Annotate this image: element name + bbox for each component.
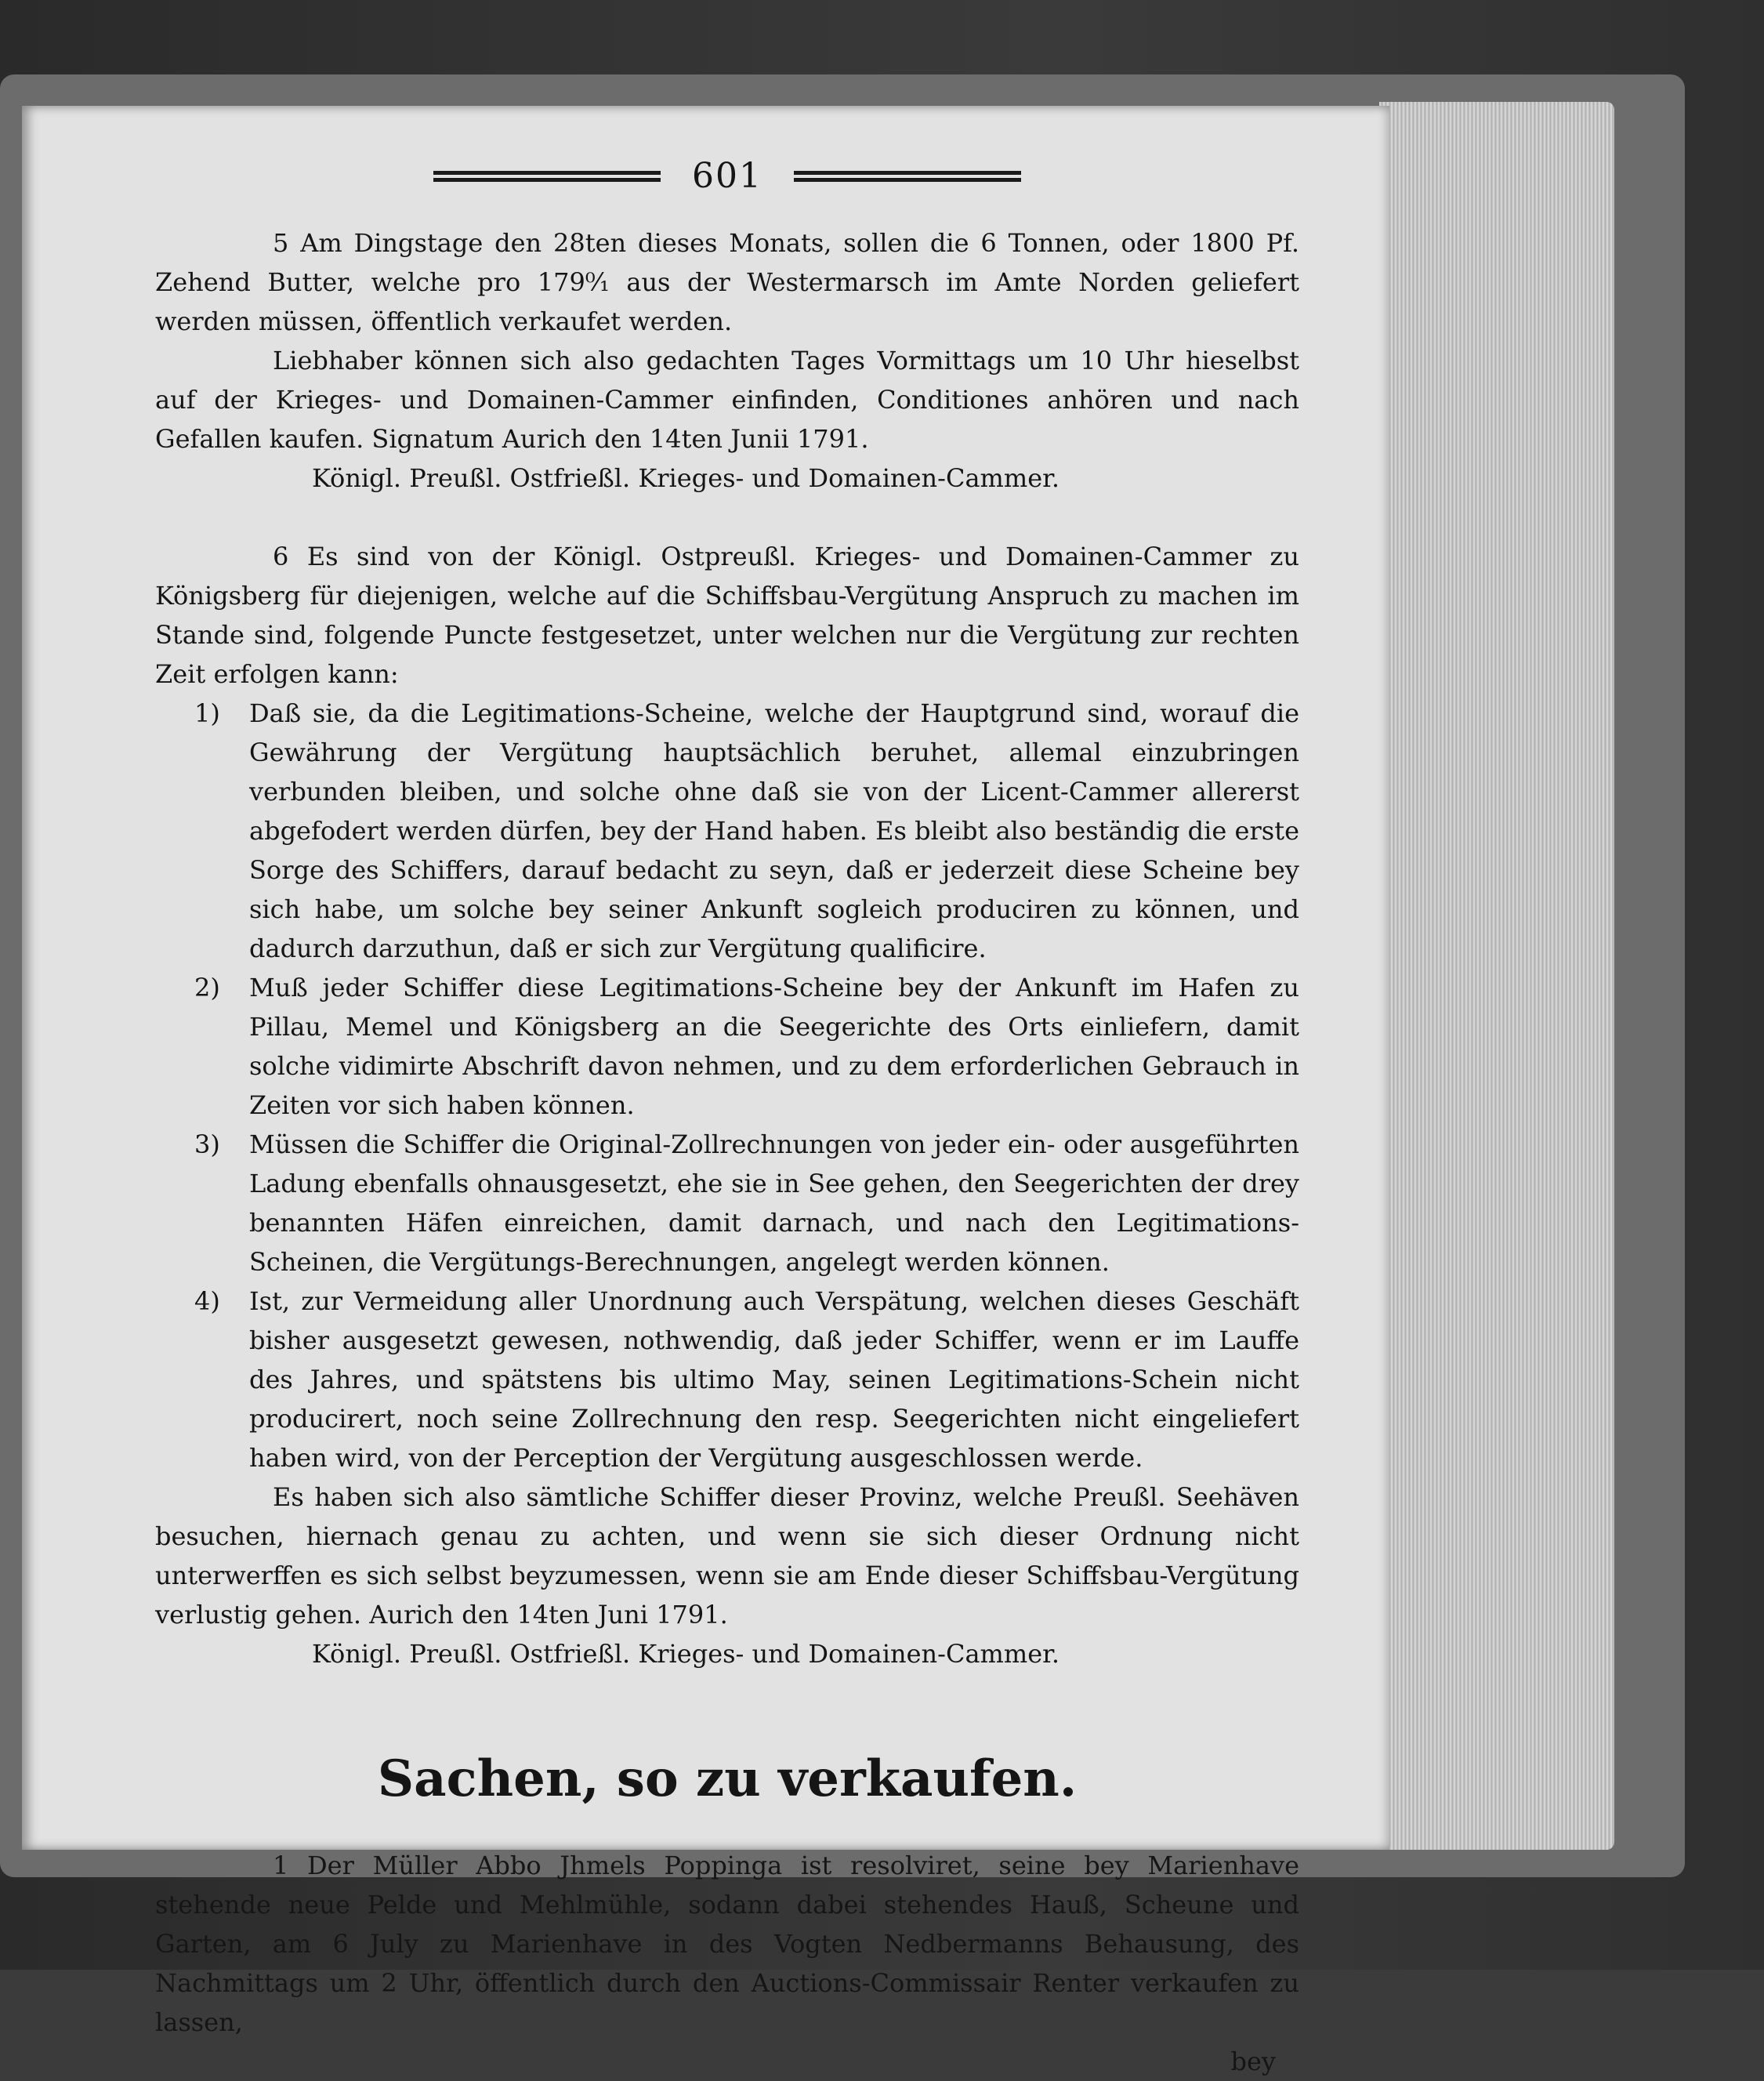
page-number: 601 <box>692 156 762 196</box>
header-rule-left <box>433 171 661 182</box>
list-item-number: 1) <box>194 698 220 728</box>
list-item-number: 4) <box>194 1286 220 1316</box>
notice-number: 6 <box>273 542 289 571</box>
list-item-text: Muß jeder Schiffer diese Legitimations-Scheine bey der Ankunft im Hafen zu Pillau, Memel und Königsberg an die Seegerichte des Orts einliefern, damit solche vidimirte Abschrift davon nehmen, und zu dem erforderlichen Gebrauch in Zeiten vor sich haben können. <box>249 973 1299 1120</box>
notice-text-2: Liebhaber können sich also gedachten Tages Vormittags um 10 Uhr hieselbst auf der Krieges- und Domainen-Cammer einfinden, Conditiones anhören und nach Gefallen kaufen. Signatum Aurich den 14ten Junii 1791. <box>155 346 1299 454</box>
list-item-number: 2) <box>194 973 220 1002</box>
notice-intro: Es sind von der Königl. Ostpreußl. Krieges- und Domainen-Cammer zu Königsberg für diejenigen, welche auf die Schiffsbau-Vergütung Anspruch zu machen im Stande sind, folgende Puncte festgesetzet, unter welchen nur die Vergütung zur rechten Zeit erfolgen kann: <box>155 542 1299 689</box>
list-item <box>194 1282 1299 1477</box>
list-item <box>194 968 1299 1125</box>
catchword: bey <box>1230 2047 1276 2076</box>
list-item <box>194 694 1299 968</box>
list-item-text: Ist, zur Vermeidung aller Unordnung auch Verspätung, welchen dieses Geschäft bisher ausgesetzt gewesen, nothwendig, daß jeder Schiffer, wenn er im Lauffe des Jahres, und spätstens bis ultimo May, seinen Legitimations-Schein nicht producirert, noch seine Zollrechnung den resp. Seegerichten nicht eingeliefert haben wird, von der Perception der Vergütung ausgeschlossen werde. <box>249 1286 1299 1473</box>
list-item-number: 3) <box>194 1129 220 1159</box>
notice-signature: Königl. Preußl. Ostfrießl. Krieges- und Domainen-Cammer. <box>312 463 1060 493</box>
page-header <box>155 153 1299 200</box>
sale-notice-1 <box>155 1846 1299 2081</box>
list-item-text: Daß sie, da die Legitimations-Scheine, welche der Hauptgrund sind, worauf die Gewährung der Vergütung hauptsächlich beruhet, allemal einzubringen verbunden bleiben, und solche ohne daß sie von der Licent-Cammer allererst abgefodert werden dürfen, bey der Hand haben. Es bleibt also beständig die erste Sorge des Schiffers, darauf bedacht zu seyn, daß er jederzeit diese Scheine bey sich habe, um solche bey seiner Ankunft sogleich produciren zu können, und dadurch darzuthun, daß er sich zur Vergütung qualificire. <box>249 698 1299 963</box>
notice-number: 1 <box>273 1851 289 1880</box>
section-heading: Sachen, so zu verkaufen. <box>377 1749 1078 1808</box>
page-content <box>155 153 1299 2081</box>
book-page <box>22 106 1389 2076</box>
notice-number: 5 <box>273 228 289 258</box>
notice-5 <box>155 223 1299 498</box>
notice-signature: Königl. Preußl. Ostfrießl. Krieges- und Domainen-Cammer. <box>312 1639 1060 1669</box>
notice-text: Der Müller Abbo Jhmels Poppinga ist resolviret, seine bey Marienhave stehende neue Pelde und Mehlmühle, sodann dabei stehendes Hauß, Scheune und Garten, am 6 July zu Marienhave in des Vogten Nedbermanns Behausung, des Nachmittags um 2 Uhr, öffentlich durch den Auctions-Commissair Renter verkaufen zu lassen, <box>155 1851 1299 2037</box>
list-item-text: Müssen die Schiffer die Original-Zollrechnungen von jeder ein- oder ausgeführten Ladung ebenfalls ohnausgesetzt, ehe sie in See gehen, den Seegerichten der drey benannten Häfen einreichen, damit darnach, und nach den Legitimations-Scheinen, die Vergütungs-Berechnungen, angelegt werden können. <box>249 1129 1299 1277</box>
notice-6 <box>155 537 1299 1673</box>
list-item <box>194 1125 1299 1282</box>
notice-closing: Es haben sich also sämtliche Schiffer dieser Provinz, welche Preußl. Seehäven besuchen, hiernach genau zu achten, und wenn sie sich dieser Ordnung nicht unterwerffen es sich selbst beyzumessen, wenn sie am Ende dieser Schiffsbau-Vergütung verlustig gehen. Aurich den 14ten Juni 1791. <box>155 1482 1299 1630</box>
header-rule-right <box>794 171 1021 182</box>
page-edges <box>1379 102 1614 1850</box>
notice-text: Am Dingstage den 28ten dieses Monats, sollen die 6 Tonnen, oder 1800 Pf. Zehend Butter, welche pro 179⁰⁄₁ aus der Westermarsch im Amte Norden geliefert werden müssen, öffentlich verkaufet werden. <box>155 228 1300 336</box>
